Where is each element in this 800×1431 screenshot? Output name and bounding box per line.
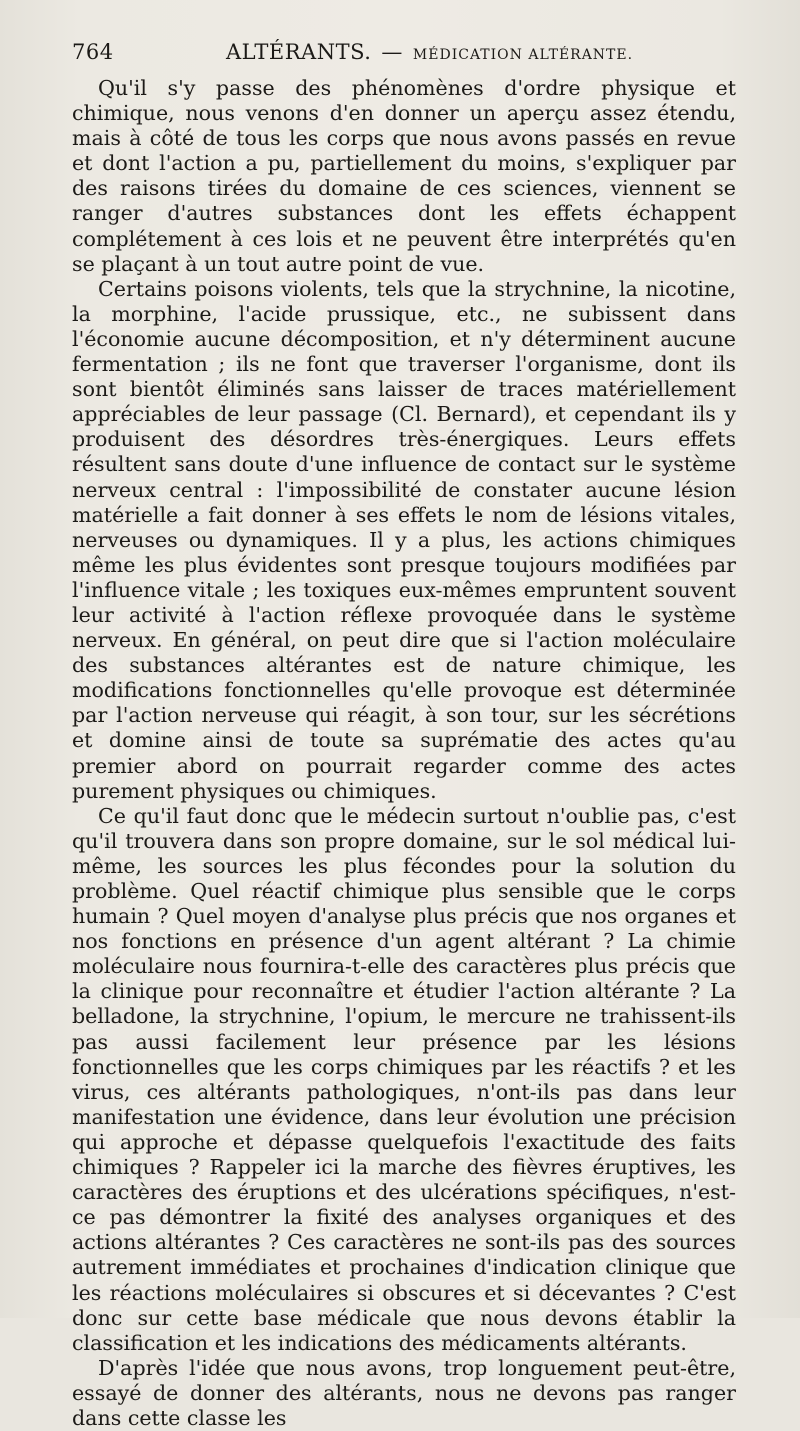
- page-body: [72, 76, 736, 1431]
- running-header: [72, 40, 736, 76]
- header-subtitle: MÉDICATION ALTÉRANTE.: [412, 47, 634, 63]
- paragraph: Certains poisons violents, tels que la strychnine, la nicotine, la morphine, l'acide prussique, etc., ne subissent dans l'économie aucune décomposition, et n'y déterminent aucune fermentation ; ils ne font que traverser l'organisme, dont ils sont bientôt éliminés sans laisser de traces matériellement appréciables de leur passage (Cl. Bernard), et cependant ils y produisent des désordres très-énergiques. Leurs effets résultent sans doute d'une influence de contact sur le système nerveux central : l'impossibilité de constater aucune lésion matérielle a fait donner à ses effets le nom de lésions vitales, nerveuses ou dynamiques. Il y a plus, les actions chimiques même les plus évidentes sont presque toujours modifiées par l'influence vitale ; les toxiques eux-mêmes empruntent souvent leur activité à l'action réflexe provoquée dans le système nerveux. En général, on peut dire que si l'action moléculaire des substances altérantes est de nature chimique, les modifications fonctionnelles qu'elle provoque est déterminée par l'action nerveuse qui réagit, à son tour, sur les sécrétions et domine ainsi de toute sa suprématie des actes qu'au premier abord on pourrait regarder comme des actes purement physiques ou chimiques.: [72, 276, 736, 803]
- header-separator: —: [381, 40, 403, 64]
- header-title: ALTÉRANTS.: [226, 40, 372, 64]
- page-number: 764: [72, 40, 114, 64]
- paragraph: Qu'il s'y passe des phénomènes d'ordre physique et chimique, nous venons d'en donner un aperçu assez étendu, mais à côté de tous les corps que nous avons passés en revue et dont l'action a pu, partiellement du moins, s'expliquer par des raisons tirées du domaine de ces sciences, viennent se ranger d'autres substances dont les effets échappent complétement à ces lois et ne peuvent être interprétés qu'en se plaçant à un tout autre point de vue.: [72, 76, 736, 276]
- paragraph: D'après l'idée que nous avons, trop longuement peut-être, essayé de donner des altérants, nous ne devons pas ranger dans cette classe les: [72, 1355, 736, 1430]
- paragraph: Ce qu'il faut donc que le médecin surtout n'oublie pas, c'est qu'il trouvera dans son propre domaine, sur le sol médical lui-même, les sources les plus fécondes pour la solution du problème. Quel réactif chimique plus sensible que le corps humain ? Quel moyen d'analyse plus précis que nos organes et nos fonctions en présence d'un agent altérant ? La chimie moléculaire nous fournira-t-elle des caractères plus précis que la clinique pour reconnaître et étudier l'action altérante ? La belladone, la strychnine, l'opium, le mercure ne trahissent-ils pas aussi facilement leur présence par les lésions fonctionnelles que les corps chimiques par les réactifs ? et les virus, ces altérants pathologiques, n'ont-ils pas dans leur manifestation une évidence, dans leur évolution une précision qui approche et dépasse quelquefois l'exactitude des faits chimiques ? Rappeler ici la marche des fièvres éruptives, les caractères des éruptions et des ulcérations spécifiques, n'est-ce pas démontrer la fixité des analyses organiques et des actions altérantes ? Ces caractères ne sont-ils pas des sources autrement immédiates et prochaines d'indication clinique que les réactions moléculaires si obscures et si décevantes ? C'est donc sur cette base médicale que nous devons établir la classification et les indications des médicaments altérants.: [72, 803, 736, 1355]
